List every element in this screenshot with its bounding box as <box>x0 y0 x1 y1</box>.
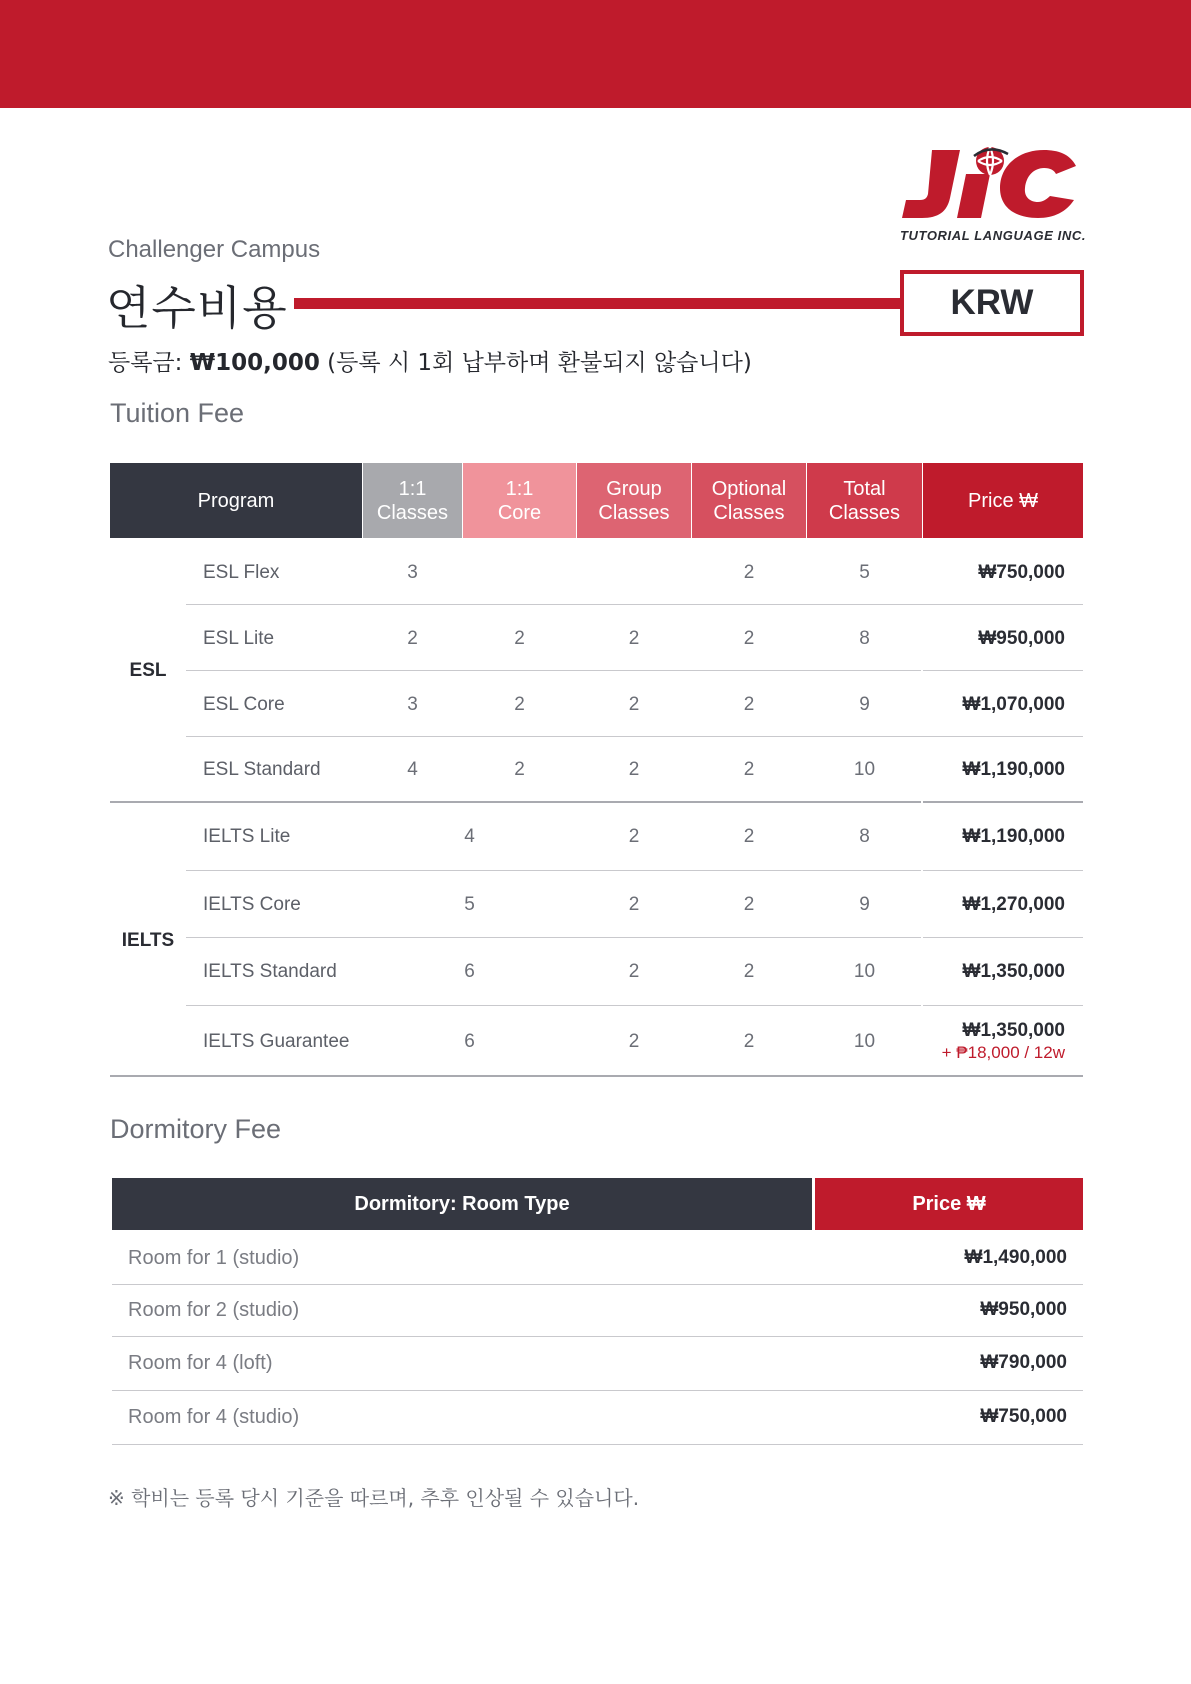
row-divider <box>186 604 1083 605</box>
program-price: ₩1,070,000 <box>962 694 1065 715</box>
optional-classes-value: 2 <box>743 759 755 780</box>
total-classes-value: 9 <box>859 894 870 915</box>
one-to-one-total-value: 6 <box>464 1031 475 1052</box>
col-group-classes-header: Group Classes <box>577 463 691 538</box>
registration-condition: (등록 시 1회 납부하며 환불되지 않습니다) <box>319 350 752 376</box>
registration-label: 등록금: <box>108 350 190 376</box>
campus-name: Challenger Campus <box>108 236 321 263</box>
jic-logo-mark <box>898 144 1082 222</box>
program-name: IELTS Core <box>203 894 301 915</box>
footnote: ※ 학비는 등록 당시 기준을 따르며, 추후 인상될 수 있습니다. <box>108 1486 640 1510</box>
room-price: ₩1,490,000 <box>964 1247 1067 1268</box>
page-title: 연수비용 <box>106 281 288 335</box>
program-name: ESL Core <box>203 694 285 715</box>
program-name: IELTS Standard <box>203 961 337 982</box>
group-classes-value: 2 <box>628 628 640 649</box>
total-classes-value: 8 <box>859 826 870 847</box>
one-to-one-core-value: 2 <box>514 694 525 715</box>
currency-badge: KRW <box>900 270 1084 336</box>
col-total-classes-header: Total Classes <box>807 463 922 538</box>
program-name: ESL Flex <box>203 562 280 583</box>
row-divider <box>186 937 921 938</box>
dormitory-section-title: Dormitory Fee <box>110 1114 282 1144</box>
row-divider <box>923 870 1083 871</box>
registration-note <box>108 344 752 377</box>
group-divider <box>110 801 921 803</box>
jic-logo <box>898 144 1087 244</box>
room-price: ₩950,000 <box>980 1299 1067 1320</box>
one-to-one-classes-value: 4 <box>407 759 418 780</box>
room-type: Room for 4 (studio) <box>128 1406 300 1428</box>
col-one-to-one-core-header: 1:1 Core <box>463 463 576 538</box>
total-classes-value: 5 <box>859 562 870 583</box>
one-to-one-classes-value: 2 <box>407 628 418 649</box>
program-price: ₩750,000 <box>978 562 1065 583</box>
price-surcharge: + ₱18,000 / 12w <box>941 1043 1065 1062</box>
program-price: ₩950,000 <box>978 628 1065 649</box>
col-dorm-price-header: Price ₩ <box>815 1178 1083 1230</box>
program-price: ₩1,190,000 <box>962 759 1065 780</box>
group-classes-value: 2 <box>628 826 640 847</box>
row-divider <box>923 937 1083 938</box>
one-to-one-core-value: 2 <box>514 759 525 780</box>
group-classes-value: 2 <box>628 961 640 982</box>
room-price: ₩750,000 <box>980 1406 1067 1427</box>
program-price: ₩1,270,000 <box>962 894 1065 915</box>
total-classes-value: 10 <box>853 1031 876 1052</box>
row-divider <box>112 1284 1083 1285</box>
one-to-one-classes-value: 3 <box>407 694 418 715</box>
one-to-one-total-value: 6 <box>464 961 475 982</box>
group-divider <box>923 801 1083 803</box>
program-price: ₩1,350,000 <box>962 1020 1065 1041</box>
row-divider <box>923 1005 1083 1006</box>
optional-classes-value: 2 <box>743 562 755 583</box>
one-to-one-total-value: 4 <box>464 826 475 847</box>
group-label-ielts: IELTS <box>121 930 175 951</box>
tuition-section-title: Tuition Fee <box>110 398 245 428</box>
registration-amount: ₩100,000 <box>189 350 320 376</box>
program-name: IELTS Lite <box>203 826 291 847</box>
title-rule <box>294 298 900 309</box>
room-type: Room for 2 (studio) <box>128 1299 300 1321</box>
program-name: IELTS Guarantee <box>203 1031 350 1052</box>
optional-classes-value: 2 <box>743 894 755 915</box>
program-name: ESL Standard <box>203 759 321 780</box>
row-divider <box>186 870 921 871</box>
program-price: ₩1,350,000 <box>962 961 1065 982</box>
optional-classes-value: 2 <box>743 694 755 715</box>
row-divider <box>112 1444 1083 1445</box>
one-to-one-total-value: 5 <box>464 894 475 915</box>
col-room-type-header: Dormitory: Room Type <box>112 1178 812 1230</box>
group-label-esl: ESL <box>129 660 167 681</box>
total-classes-value: 9 <box>859 694 870 715</box>
group-classes-value: 2 <box>628 894 640 915</box>
optional-classes-value: 2 <box>743 961 755 982</box>
one-to-one-classes-value: 3 <box>407 562 418 583</box>
total-classes-value: 10 <box>853 961 876 982</box>
optional-classes-value: 2 <box>743 628 755 649</box>
group-classes-value: 2 <box>628 694 640 715</box>
row-divider <box>186 670 921 671</box>
optional-classes-value: 2 <box>743 1031 755 1052</box>
row-divider <box>186 736 1083 737</box>
col-one-to-one-classes-header: 1:1 Classes <box>363 463 462 538</box>
room-type: Room for 1 (studio) <box>128 1247 300 1269</box>
room-type: Room for 4 (loft) <box>128 1352 273 1374</box>
room-price: ₩790,000 <box>980 1352 1067 1373</box>
logo-tagline: TUTORIAL LANGUAGE INC. <box>900 228 1087 243</box>
col-price-header: Price ₩ <box>923 463 1083 538</box>
col-program-header: Program <box>110 463 362 538</box>
row-divider <box>186 1005 921 1006</box>
total-classes-value: 10 <box>853 759 876 780</box>
col-optional-classes-header: Optional Classes <box>692 463 806 538</box>
group-classes-value: 2 <box>628 1031 640 1052</box>
program-name: ESL Lite <box>203 628 275 649</box>
table-bottom-rule <box>110 1075 1083 1077</box>
program-price: ₩1,190,000 <box>962 826 1065 847</box>
row-divider <box>923 670 1083 671</box>
row-divider <box>112 1336 1083 1337</box>
top-banner <box>0 0 1191 108</box>
row-divider <box>112 1390 1083 1391</box>
group-classes-value: 2 <box>628 759 640 780</box>
optional-classes-value: 2 <box>743 826 755 847</box>
total-classes-value: 8 <box>859 628 870 649</box>
one-to-one-core-value: 2 <box>514 628 525 649</box>
